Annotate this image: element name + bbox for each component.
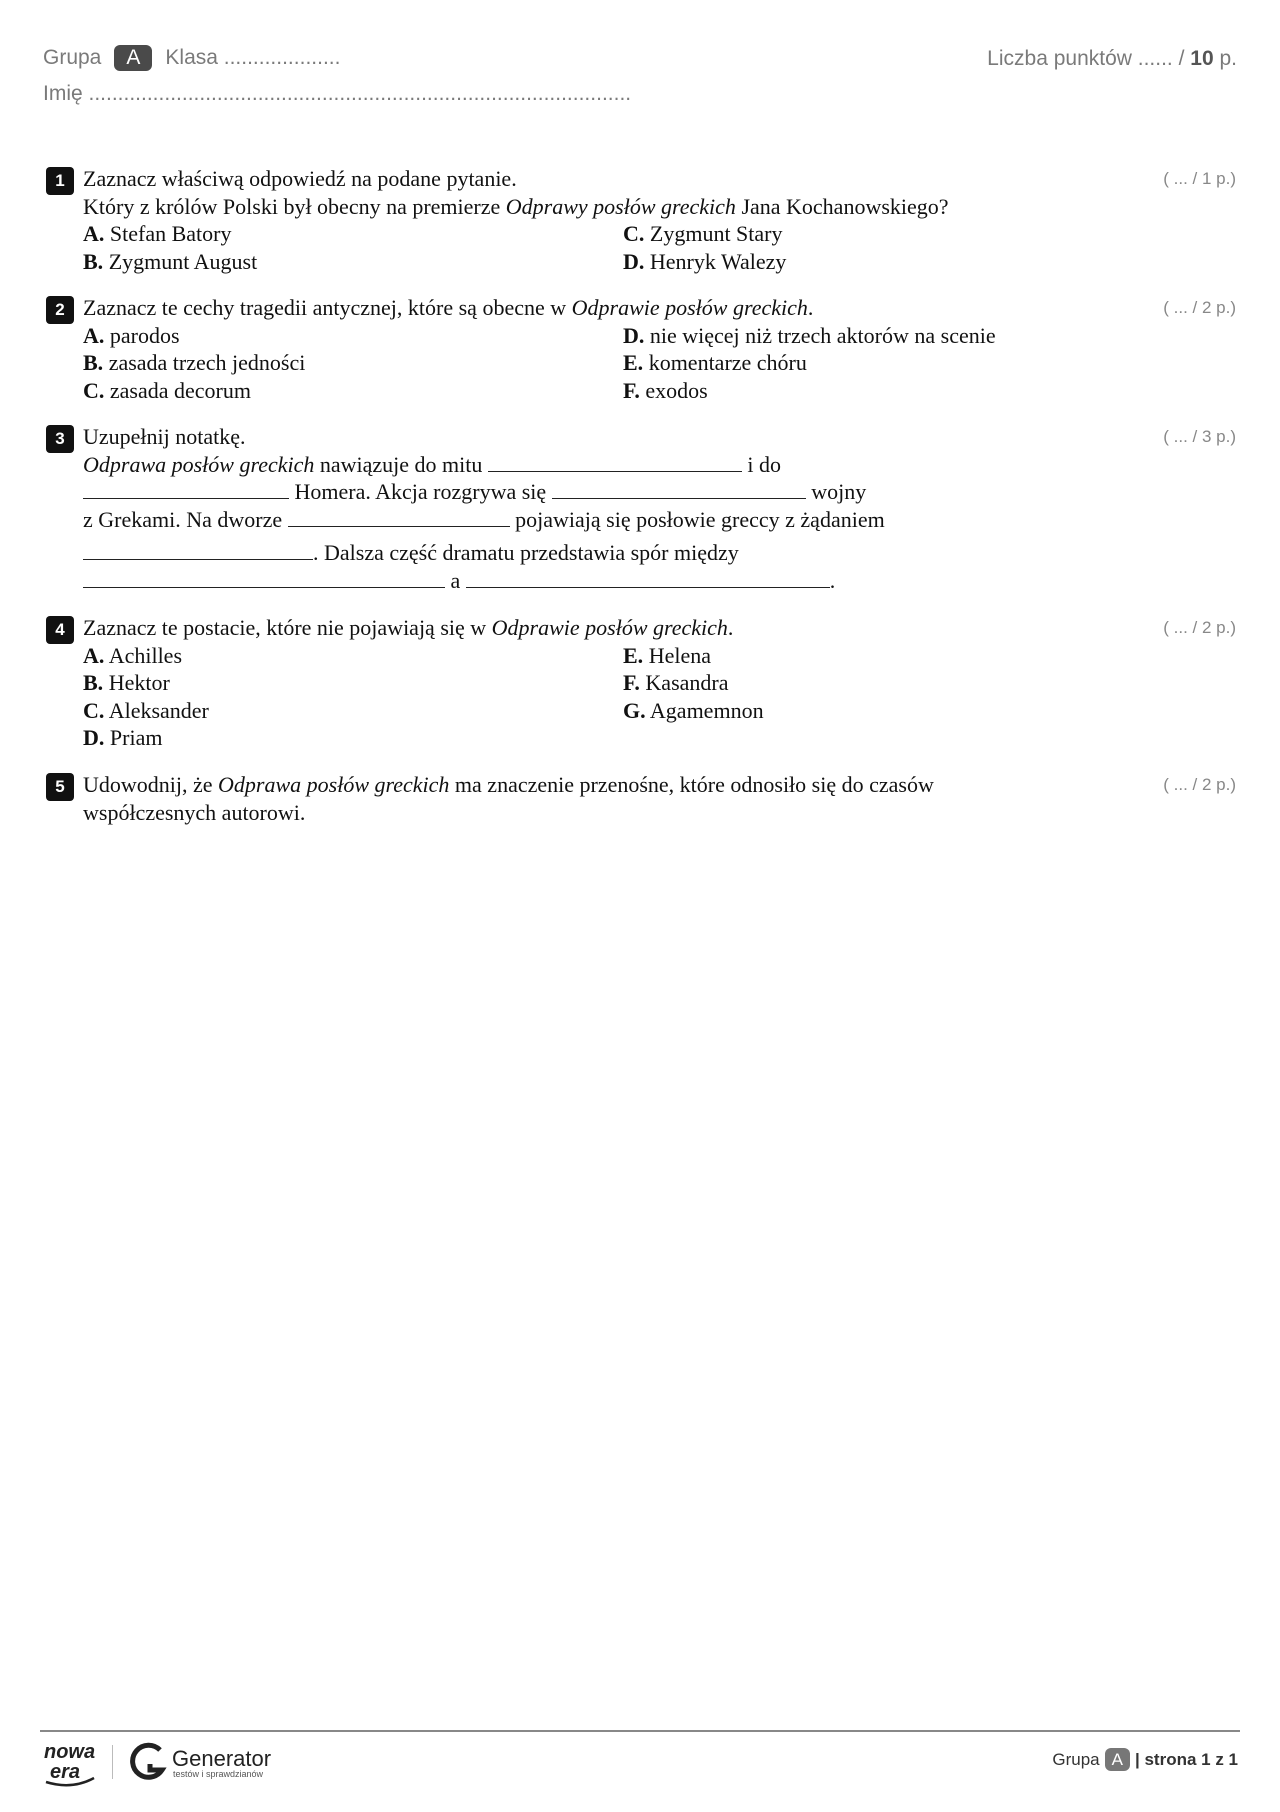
- task-points: ( ... / 1 p.): [1163, 169, 1236, 188]
- task-4: [46, 614, 1236, 752]
- note-line: z Grekami. Na dworze pojawiają się posłowie greccy z żądaniem: [83, 506, 885, 532]
- task-instruction: Zaznacz te postacie, które nie pojawiają się w Odprawie posłów greckich.: [83, 615, 734, 640]
- fill-blank[interactable]: [288, 506, 510, 527]
- work-title: Odprawie posłów greckich: [571, 295, 808, 320]
- answer-option[interactable]: D. Priam: [83, 725, 163, 750]
- footer-group-label: Grupa: [1052, 1749, 1100, 1769]
- task-question: Który z królów Polski był obecny na premierze Odprawy posłów greckich Jana Kochanowskiego?: [83, 193, 949, 219]
- answer-option[interactable]: D. Henryk Walezy: [623, 248, 787, 274]
- logo-text-sub: testów i sprawdzianów: [173, 1769, 264, 1779]
- footer-group-badge: A: [1105, 1748, 1130, 1771]
- answer-option[interactable]: F. exodos: [623, 377, 708, 403]
- fill-blank[interactable]: [466, 567, 830, 588]
- answer-option[interactable]: C. Aleksander: [83, 697, 209, 723]
- class-field: Klasa ....................: [165, 46, 341, 69]
- answer-option[interactable]: G. Agamemnon: [623, 697, 764, 723]
- task-instruction-cont: współczesnych autorowi.: [83, 799, 306, 825]
- answer-option[interactable]: E. komentarze chóru: [623, 350, 807, 375]
- fill-blank[interactable]: [83, 478, 289, 499]
- task-1: [46, 165, 1236, 275]
- footer-divider: [40, 1730, 1240, 1732]
- logo-separator: [112, 1745, 113, 1779]
- fill-blank[interactable]: [83, 539, 313, 560]
- answer-option[interactable]: E. Helena: [623, 642, 711, 668]
- task-instruction: Zaznacz te cechy tragedii antycznej, które są obecne w Odprawie posłów greckich.: [83, 295, 814, 320]
- logo-text-nowa: nowa: [44, 1741, 96, 1763]
- answer-options: [83, 322, 1083, 405]
- task-5: [46, 771, 1236, 826]
- task-instruction: Uzupełnij notatkę.: [83, 424, 246, 449]
- logo-text-generator: Generator: [172, 1746, 272, 1771]
- answer-option[interactable]: D. nie więcej niż trzech aktorów na scenie: [623, 322, 996, 348]
- task-points: ( ... / 2 p.): [1163, 775, 1236, 794]
- header-group-class: [43, 45, 340, 71]
- note-line: Homera. Akcja rozgrywa się wojny: [83, 478, 1083, 506]
- answer-options: [83, 220, 1083, 275]
- answer-option[interactable]: B. Hektor: [83, 670, 170, 695]
- generator-logo: [128, 1740, 288, 1784]
- task-instruction: Zaznacz właściwą odpowiedź na podane pytanie.: [83, 166, 517, 191]
- note-line: Odprawa posłów greckich nawiązuje do mitu i do: [83, 451, 782, 477]
- fill-blank[interactable]: [83, 567, 445, 588]
- name-field: Imię .............................................................................................: [43, 82, 632, 105]
- points-total: 10: [1190, 47, 1214, 70]
- answer-option[interactable]: B. zasada trzech jedności: [83, 350, 306, 375]
- task-instruction: Udowodnij, że Odprawa posłów greckich ma znaczenie przenośne, które odnosiło się do czasów: [83, 772, 934, 797]
- fill-blank[interactable]: [488, 451, 742, 472]
- answer-option[interactable]: C. zasada decorum: [83, 377, 251, 403]
- note-line: . Dalsza część dramatu przedstawia spór między: [83, 539, 1083, 567]
- group-badge: A: [114, 45, 152, 71]
- work-title: Odprawa posłów greckich: [83, 451, 315, 477]
- task-points: ( ... / 2 p.): [1163, 298, 1236, 317]
- group-label: Grupa: [43, 46, 102, 69]
- answer-option[interactable]: A. Achilles: [83, 642, 183, 668]
- task-number: 5: [46, 773, 74, 801]
- task-number: 4: [46, 616, 74, 644]
- answer-option[interactable]: A. Stefan Batory: [83, 221, 232, 246]
- nowa-era-logo: [42, 1738, 102, 1788]
- task-points: ( ... / 3 p.): [1163, 427, 1236, 446]
- task-number: 3: [46, 425, 74, 453]
- page-number: | strona 1 z 1: [1134, 1749, 1238, 1769]
- task-3: [46, 423, 1236, 594]
- points-unit: p.: [1219, 47, 1237, 70]
- task-number: 1: [46, 167, 74, 195]
- footer-page-info: [1052, 1748, 1238, 1771]
- answer-option[interactable]: F. Kasandra: [623, 670, 729, 695]
- work-title: Odprawa posłów greckich: [218, 772, 450, 797]
- fill-blank[interactable]: [552, 478, 806, 499]
- task-number: 2: [46, 296, 74, 324]
- work-title: Odprawy posłów greckich: [505, 193, 736, 219]
- answer-options: [83, 642, 1083, 752]
- points-summary: [987, 47, 1237, 71]
- note-line: a .: [83, 567, 1083, 595]
- task-2: [46, 294, 1236, 404]
- work-title: Odprawie posłów greckich: [491, 615, 728, 640]
- task-points: ( ... / 2 p.): [1163, 618, 1236, 637]
- logo-text-era: era: [50, 1761, 81, 1783]
- answer-option[interactable]: C. Zygmunt Stary: [623, 221, 783, 246]
- answer-option[interactable]: A. parodos: [83, 322, 180, 348]
- answer-option[interactable]: B. Zygmunt August: [83, 248, 258, 274]
- points-label: Liczba punktów ...... /: [987, 47, 1185, 70]
